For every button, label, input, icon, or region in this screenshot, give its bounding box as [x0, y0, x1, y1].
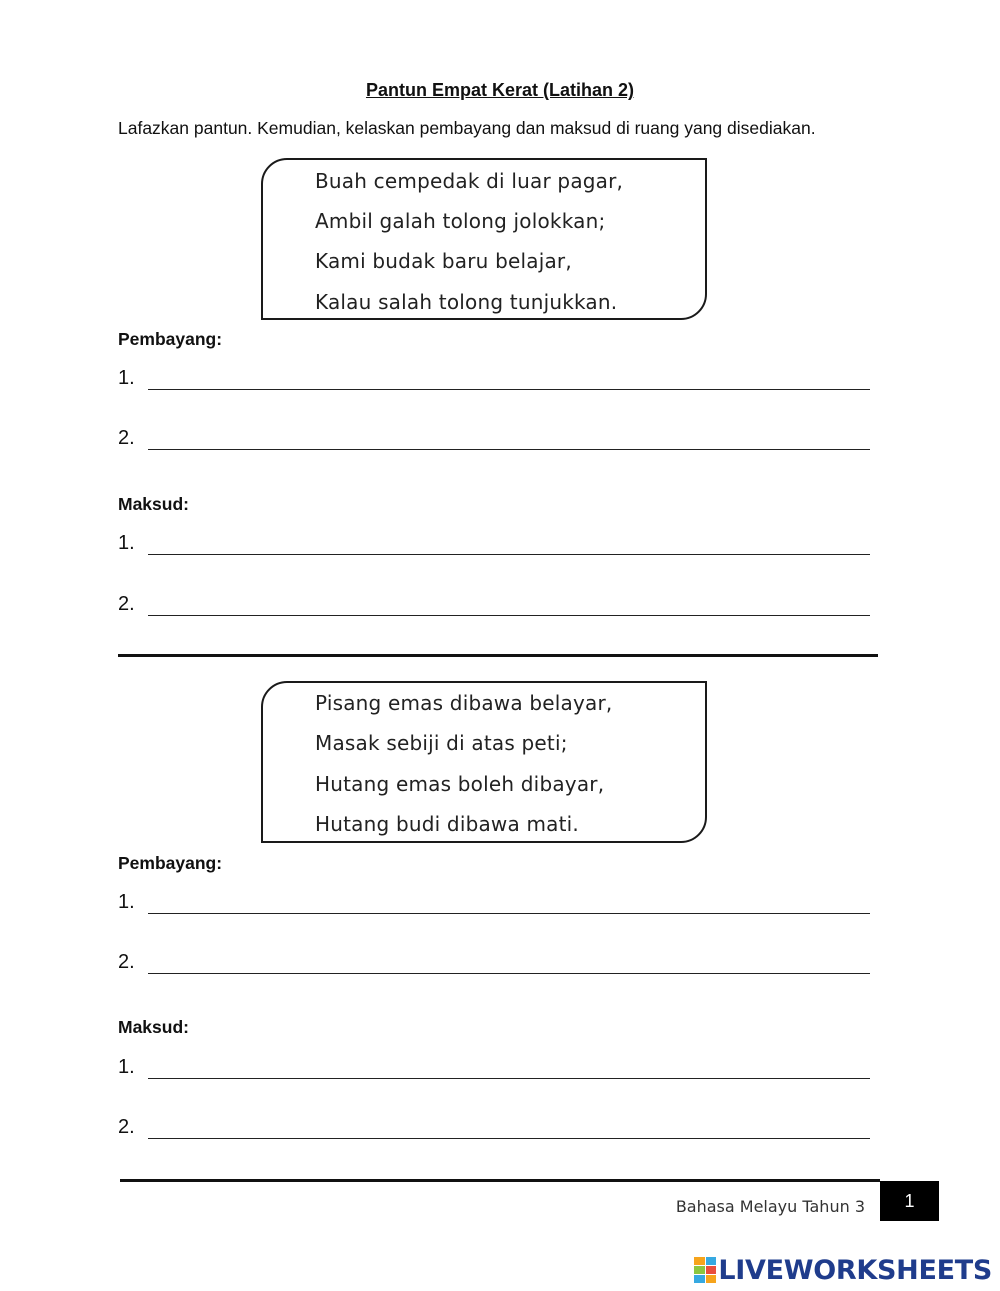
pantun-line: Kami budak baru belajar, [315, 249, 572, 273]
answer-row [118, 1111, 870, 1141]
answer-row [118, 588, 870, 618]
worksheet-title: Pantun Empat Kerat (Latihan 2) [365, 80, 635, 100]
maksud-answer-field[interactable] [148, 524, 870, 555]
pembayang-label: Pembayang: [118, 853, 223, 873]
answer-number: 2. [118, 951, 135, 973]
answer-number: 1. [118, 367, 135, 389]
pantun-line: Masak sebiji di atas peti; [315, 731, 568, 755]
answer-number: 1. [118, 891, 135, 913]
maksud-answer-field[interactable] [148, 585, 870, 616]
pantun-line: Ambil galah tolong jolokkan; [315, 209, 606, 233]
pantun-line: Pisang emas dibawa belayar, [315, 691, 613, 715]
pembayang-answer-field[interactable] [148, 359, 870, 390]
pantun-line: Hutang budi dibawa mati. [315, 812, 579, 836]
answer-row [118, 946, 870, 976]
pembayang-label: Pembayang: [118, 329, 223, 349]
section-divider [118, 654, 878, 657]
answer-row [118, 1051, 870, 1081]
pantun-box-2 [261, 681, 707, 843]
brand-name: LIVEWORKSHEETS [718, 1254, 992, 1286]
page-number: 1 [880, 1181, 939, 1221]
pembayang-answer-field[interactable] [148, 943, 870, 974]
maksud-label: Maksud: [118, 494, 189, 514]
answer-number: 1. [118, 1056, 135, 1078]
pantun-line: Kalau salah tolong tunjukkan. [315, 290, 618, 314]
answer-number: 1. [118, 532, 135, 554]
pembayang-answer-field[interactable] [148, 419, 870, 450]
pantun-line: Hutang emas boleh dibayar, [315, 772, 605, 796]
maksud-label: Maksud: [118, 1017, 189, 1037]
instruction-text: Lafazkan pantun. Kemudian, kelaskan pembayang dan maksud di ruang yang disediakan. [118, 118, 816, 138]
pembayang-answer-field[interactable] [148, 883, 870, 914]
answer-row [118, 886, 870, 916]
answer-number: 2. [118, 1116, 135, 1138]
answer-number: 2. [118, 427, 135, 449]
maksud-answer-field[interactable] [148, 1108, 870, 1139]
maksud-answer-field[interactable] [148, 1048, 870, 1079]
pantun-box-1 [261, 158, 707, 320]
answer-row [118, 527, 870, 557]
liveworksheets-logo-icon [694, 1257, 716, 1283]
footer-rule [120, 1179, 880, 1182]
liveworksheets-brand [694, 1252, 992, 1288]
answer-number: 2. [118, 593, 135, 615]
footer-subject: Bahasa Melayu Tahun 3 [675, 1197, 865, 1216]
pantun-line: Buah cempedak di luar pagar, [315, 169, 624, 193]
answer-row [118, 422, 870, 452]
answer-row [118, 362, 870, 392]
